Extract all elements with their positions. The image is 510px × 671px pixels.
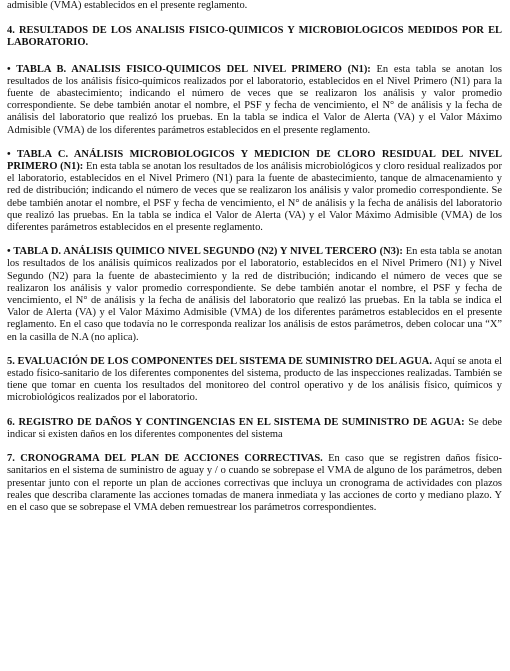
tabla-c-body: En esta tabla se anotan los resultados de los análisis microbiológicos y cloro residual realizados por el laboratorio, establecidos en el Nivel Primero (N1) para la fuente de abastecimiento, tanque de almacenamiento y red de distribución; indicando el número de veces que se realizaron los análisis y valor promedio correspondiente. Se debe también anotar el nombre, el PSF y fecha de vencimiento, el N° de análisis y la fecha de análisis del laboratorio que realizó las pruebas. En la tabla se indica el Valor de Alerta (VA) y el Valor Máximo Admisible (VMA) de los diferentes parámetros establecidos en el presente reglamento. — [7, 161, 502, 234]
section-5-title: 5. EVALUACIÓN DE LOS COMPONENTES DEL SISTEMA DE SUMINISTRO DEL AGUA. — [7, 355, 432, 367]
tabla-d-body: En esta tabla se anotan los resultados de los análisis químicos realizados por el laboratorio, establecidos en el Nivel Primero (N1) y Nivel Segundo (N2) para la fuente de abastecimiento y la red de distribución; indicando el número de veces que se realizaron los análisis y valor promedio correspondiente. Se debe también anotar el nombre, el PSF y fecha de vencimiento, el N° de análisis y la fecha de análisis del laboratorio que realizó las pruebas. En la tabla se indica el Valor de Alerta (VA) y el Valor Máximo Admisible (VMA) de los diferentes parámetros establecidos en el presente reglamento. En el caso que todavía no le corresponda realizar los análisis de estos parámetros, deben colocar una “X” en la casilla de N.A (no aplica). — [7, 246, 503, 343]
tabla-b-body: En esta tabla se anotan los resultados de los análisis físico-químicos realizados por el laboratorio, establecidos en el Nivel Primero (N1) para la fuente de abastecimiento; indicando el número de veces que se realizaron los análisis y valor promedio correspondiente. Se debe también anotar el nombre, el PSF y fecha de vencimiento, el N° de análisis y la fecha de análisis del laboratorio que realizó los pruebas. En la tabla se indica el Valor de Alerta (VA) y el Valor Máximo Admisible (VMA) de los diferentes parámetros establecidos en el presente reglamento. — [7, 63, 502, 136]
section-6-title: 6. REGISTRO DE DAÑOS Y CONTINGENCIAS EN EL SISTEMA DE SUMINISTRO DE AGUA: — [7, 416, 465, 428]
section-5-body: Aquí se anota el estado físico-sanitario de los diferentes componentes del sistema, producto de las inspecciones realizadas. También se tiene que tomar en cuenta los resultados del monitoreo del control operativo y de los análisis físico, químicos y microbiológicos realizados por el laboratorio. — [7, 355, 502, 404]
section-6-body: Se debe indicar si existen daños en los diferentes componentes del sistema — [7, 416, 502, 440]
intro-line-text: admisible (VMA) establecidos en el presente reglamento. — [7, 0, 248, 11]
tabla-c-title: • TABLA C. ANÁLISIS MICROBIOLOGICOS Y MEDICION DE CLORO RESIDUAL DEL NIVEL PRIMERO (N1): — [7, 148, 502, 173]
tabla-b-paragraph — [7, 64, 502, 137]
tabla-b-title: • TABLA B. ANALISIS FISICO-QUIMICOS DEL NIVEL PRIMERO (N1): — [7, 63, 371, 75]
intro-line — [7, 0, 502, 12]
section-6-paragraph — [7, 417, 502, 441]
section-4-heading — [7, 25, 502, 49]
section-7-paragraph — [7, 453, 502, 514]
section-7-body: En caso que se registren daños físico-sanitarios en el sistema de suministro de aguay y / o cuando se sobrepase el VMA de alguno de los parámetros, deben presentar junto con el reporte un plan de acciones correctivas que incluya un cronograma de actividades con plazos reales que describa claramente las acciones tomadas de manera inmediata y las acciones de corto y mediano plazo. Y en el caso que se sobrepase el VMA deben remuestrear los parámetros correspondientes. — [7, 453, 502, 513]
tabla-c-paragraph — [7, 149, 502, 234]
tabla-d-paragraph — [7, 246, 502, 344]
section-5-paragraph — [7, 356, 502, 405]
section-7-title: 7. CRONOGRAMA DEL PLAN DE ACCIONES CORRECTIVAS. — [7, 453, 323, 465]
tabla-d-title: • TABLA D. ANÁLISIS QUIMICO NIVEL SEGUNDO (N2) Y NIVEL TERCERO (N3): — [7, 246, 403, 258]
section-4-heading-text: 4. RESULTADOS DE LOS ANALISIS FISICO-QUIMICOS Y MICROBIOLOGICOS MEDIDOS POR EL LABORATORIO. — [7, 25, 502, 49]
